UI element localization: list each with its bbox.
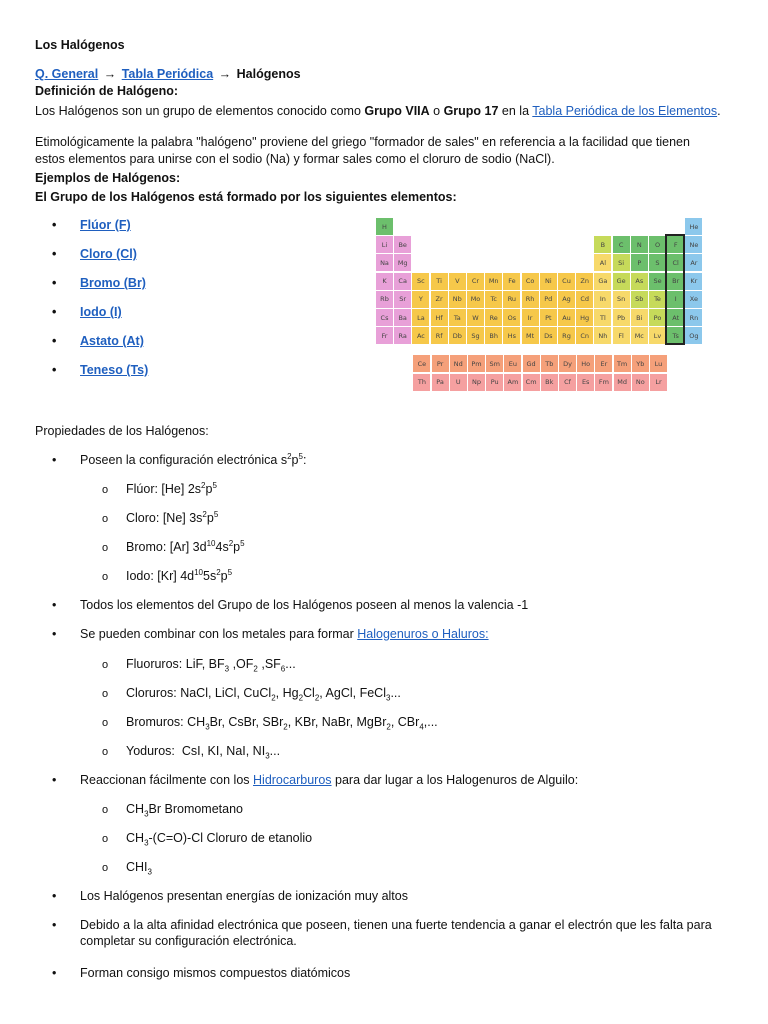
- list-item: • Debido a la alta afinidad electrónica que poseen, tienen una fuerte tendencia a ganar el electrón que les falta para completar su configuración electrónica.: [52, 918, 712, 948]
- element-cell-es: Es: [577, 374, 594, 391]
- element-cell-cu: Cu: [558, 273, 575, 290]
- element-cell-hf: Hf: [431, 309, 448, 326]
- list-item: • Teneso (Ts): [52, 363, 149, 377]
- hidrocarburos-link[interactable]: Hidrocarburos: [253, 773, 332, 787]
- list-item: o Cloro: [Ne] $3s^2p^5$: [102, 509, 219, 525]
- element-cell-be: Be: [394, 236, 411, 253]
- element-cell-v: V: [449, 273, 466, 290]
- element-cell-gd: Gd: [523, 355, 540, 372]
- list-item: • Todos los elementos del Grupo de los Halógenos poseen al menos la valencia -1: [52, 598, 529, 612]
- list-item: o $CHI_3$: [102, 860, 152, 877]
- element-cell-as: As: [631, 273, 648, 290]
- list-item: o Fluoruros: LiF, $BF_3$ $,OF_2$ $,SF_6$...: [102, 657, 296, 674]
- element-cell-db: Db: [449, 327, 466, 344]
- element-cell-tm: Tm: [614, 355, 631, 372]
- element-cell-al: Al: [594, 254, 611, 271]
- list-item: • Astato (At): [52, 334, 144, 348]
- element-link-iodo[interactable]: Iodo (I): [80, 305, 122, 319]
- element-cell-ir: Ir: [522, 309, 539, 326]
- element-cell-ra: Ra: [394, 327, 411, 344]
- element-cell-am: Am: [504, 374, 521, 391]
- list-item: • Forman consigo mismos compuestos diatómicos: [52, 966, 351, 980]
- element-cell-cd: Cd: [576, 291, 593, 308]
- element-cell-c: C: [613, 236, 630, 253]
- element-cell-sg: Sg: [467, 327, 484, 344]
- element-cell-ca: Ca: [394, 273, 411, 290]
- page-title: Los Halógenos: [35, 38, 125, 52]
- list-item: • Se pueden combinar con los metales para formar Halogenuros o Haluros:: [52, 627, 489, 641]
- list-item: • Cloro (Cl): [52, 247, 137, 261]
- element-cell-pa: Pa: [432, 374, 449, 391]
- element-cell-sn: Sn: [613, 291, 630, 308]
- element-cell-si: Si: [613, 254, 630, 271]
- breadcrumb-tabla-link[interactable]: Tabla Periódica: [121, 67, 214, 81]
- element-cell-cm: Cm: [523, 374, 540, 391]
- element-cell-pt: Pt: [540, 309, 557, 326]
- list-item: • Los Halógenos presentan energías de ionización muy altos: [52, 889, 408, 903]
- list-item: o Flúor: [He] $2s^2p^5$: [102, 480, 217, 496]
- element-cell-ho: Ho: [577, 355, 594, 372]
- element-cell-co: Co: [522, 273, 539, 290]
- element-cell-mt: Mt: [522, 327, 539, 344]
- element-cell-pm: Pm: [468, 355, 485, 372]
- etimologia-line-2: estos elementos para unirse con el sodio (Na) y formar sales como el cloruro de sodio (NaCl).: [35, 152, 555, 166]
- element-cell-cl: Cl: [667, 254, 684, 271]
- element-cell-u: U: [450, 374, 467, 391]
- list-item: o Cloruros: NaCl, LiCl, CuCl$_2$, $Hg_2Cl_2$, AgCl, FeCl$_3$...: [102, 686, 401, 703]
- list-item: • Bromo (Br): [52, 276, 146, 290]
- breadcrumb-current: Halógenos: [236, 67, 301, 81]
- element-cell-in: In: [594, 291, 611, 308]
- element-cell-he: He: [685, 218, 702, 235]
- list-item: o Bromuros: $CH_3Br$, CsBr, SBr$_2$, KBr, NaBr, MgBr$_2$, CBr$_4$,...: [102, 715, 438, 732]
- element-cell-h: H: [376, 218, 393, 235]
- element-cell-p: P: [631, 254, 648, 271]
- element-cell-se: Se: [649, 273, 666, 290]
- element-cell-fm: Fm: [595, 374, 612, 391]
- element-cell-mo: Mo: [467, 291, 484, 308]
- element-cell-la: La: [412, 309, 429, 326]
- element-cell-og: Og: [685, 327, 702, 344]
- element-link-bromo[interactable]: Bromo (Br): [80, 276, 146, 290]
- element-cell-pu: Pu: [486, 374, 503, 391]
- element-link-fluor[interactable]: Flúor (F): [80, 218, 131, 232]
- element-cell-np: Np: [468, 374, 485, 391]
- element-cell-at: At: [667, 309, 684, 326]
- element-cell-tc: Tc: [485, 291, 502, 308]
- element-cell-rg: Rg: [558, 327, 575, 344]
- element-cell-lu: Lu: [650, 355, 667, 372]
- element-cell-rf: Rf: [431, 327, 448, 344]
- element-cell-pd: Pd: [540, 291, 557, 308]
- element-cell-ts: Ts: [667, 327, 684, 344]
- element-cell-os: Os: [503, 309, 520, 326]
- element-cell-y: Y: [412, 291, 429, 308]
- element-cell-ba: Ba: [394, 309, 411, 326]
- element-cell-mg: Mg: [394, 254, 411, 271]
- element-cell-k: K: [376, 273, 393, 290]
- element-link-teneso[interactable]: Teneso (Ts): [80, 363, 149, 377]
- definicion-paragraph: Los Halógenos son un grupo de elementos conocido como Grupo VIIA o Grupo 17 en la Tabla Periódica de los Elementos.: [35, 104, 721, 118]
- element-cell-te: Te: [649, 291, 666, 308]
- element-cell-er: Er: [595, 355, 612, 372]
- element-cell-lr: Lr: [650, 374, 667, 391]
- element-cell-sr: Sr: [394, 291, 411, 308]
- element-cell-cn: Cn: [576, 327, 593, 344]
- list-item: • Poseen la configuración electrónica $s^2p^5$:: [52, 451, 307, 467]
- definicion-heading: Definición de Halógeno:: [35, 84, 179, 98]
- ejemplos-heading: Ejemplos de Halógenos:: [35, 171, 181, 185]
- element-cell-eu: Eu: [504, 355, 521, 372]
- element-cell-i: I: [667, 291, 684, 308]
- tabla-periodica-link[interactable]: Tabla Periódica de los Elementos: [532, 104, 718, 118]
- element-cell-rn: Rn: [685, 309, 702, 326]
- element-cell-dy: Dy: [559, 355, 576, 372]
- element-cell-n: N: [631, 236, 648, 253]
- element-cell-sm: Sm: [486, 355, 503, 372]
- element-cell-bi: Bi: [631, 309, 648, 326]
- ejemplos-intro: El Grupo de los Halógenos está formado por los siguientes elementos:: [35, 190, 457, 204]
- element-cell-no: No: [632, 374, 649, 391]
- element-link-cloro[interactable]: Cloro (Cl): [80, 247, 137, 261]
- element-cell-yb: Yb: [632, 355, 649, 372]
- element-cell-zr: Zr: [431, 291, 448, 308]
- element-cell-mn: Mn: [485, 273, 502, 290]
- element-cell-b: B: [594, 236, 611, 253]
- element-cell-li: Li: [376, 236, 393, 253]
- list-item: o $CH_3-(C=O)-Cl$ Cloruro de etanolio: [102, 831, 313, 848]
- element-cell-lv: Lv: [649, 327, 666, 344]
- element-cell-ge: Ge: [613, 273, 630, 290]
- element-cell-ni: Ni: [540, 273, 557, 290]
- element-cell-w: W: [467, 309, 484, 326]
- element-cell-zn: Zn: [576, 273, 593, 290]
- element-cell-f: F: [667, 236, 684, 253]
- element-cell-ar: Ar: [685, 254, 702, 271]
- element-cell-cs: Cs: [376, 309, 393, 326]
- element-cell-cr: Cr: [467, 273, 484, 290]
- element-cell-fr: Fr: [376, 327, 393, 344]
- element-cell-po: Po: [649, 309, 666, 326]
- element-cell-hg: Hg: [576, 309, 593, 326]
- element-cell-rh: Rh: [522, 291, 539, 308]
- element-cell-cf: Cf: [559, 374, 576, 391]
- element-cell-fl: Fl: [613, 327, 630, 344]
- element-cell-nb: Nb: [449, 291, 466, 308]
- element-cell-ds: Ds: [540, 327, 557, 344]
- element-cell-kr: Kr: [685, 273, 702, 290]
- element-cell-hs: Hs: [503, 327, 520, 344]
- element-cell-mc: Mc: [631, 327, 648, 344]
- element-cell-au: Au: [558, 309, 575, 326]
- element-cell-ti: Ti: [431, 273, 448, 290]
- element-cell-tb: Tb: [541, 355, 558, 372]
- list-item: o Bromo: [Ar] $3d^{10}4s^2p^5$: [102, 538, 245, 554]
- element-cell-na: Na: [376, 254, 393, 271]
- list-item: o $CH_3Br$ Bromometano: [102, 802, 243, 819]
- element-cell-xe: Xe: [685, 291, 702, 308]
- element-cell-ta: Ta: [449, 309, 466, 326]
- element-cell-nh: Nh: [594, 327, 611, 344]
- element-cell-ce: Ce: [413, 355, 430, 372]
- breadcrumb-separator: →: [103, 67, 117, 81]
- list-item: o Yoduros: CsI, KI, NaI, $NI_3$...: [102, 744, 281, 761]
- element-cell-fe: Fe: [503, 273, 520, 290]
- breadcrumb-q-general-link[interactable]: Q. General: [35, 67, 99, 81]
- list-item: o Iodo: [Kr] $4d^{10}5s^2p^5$: [102, 567, 233, 583]
- element-cell-md: Md: [614, 374, 631, 391]
- element-link-astato[interactable]: Astato (At): [80, 334, 144, 348]
- breadcrumb-separator: →: [218, 67, 232, 81]
- element-cell-ne: Ne: [685, 236, 702, 253]
- element-cell-bh: Bh: [485, 327, 502, 344]
- etimologia-line-1: Etimológicamente la palabra "halógeno" proviene del griego "formador de sales" en referencia a la facilidad que tienen: [35, 135, 690, 149]
- element-cell-ag: Ag: [558, 291, 575, 308]
- element-cell-ga: Ga: [594, 273, 611, 290]
- element-cell-o: O: [649, 236, 666, 253]
- element-cell-pr: Pr: [432, 355, 449, 372]
- element-cell-nd: Nd: [450, 355, 467, 372]
- element-cell-rb: Rb: [376, 291, 393, 308]
- list-item: • Flúor (F): [52, 218, 131, 232]
- element-cell-s: S: [649, 254, 666, 271]
- halogen-group-highlight: [665, 234, 685, 345]
- element-cell-ru: Ru: [503, 291, 520, 308]
- element-cell-re: Re: [485, 309, 502, 326]
- periodic-table-image: [376, 218, 700, 400]
- element-cell-pb: Pb: [613, 309, 630, 326]
- element-cell-tl: Tl: [594, 309, 611, 326]
- halogenuros-link[interactable]: Halogenuros o Haluros:: [357, 627, 489, 641]
- element-cell-bk: Bk: [541, 374, 558, 391]
- element-cell-sc: Sc: [412, 273, 429, 290]
- propiedades-heading: Propiedades de los Halógenos:: [35, 424, 209, 438]
- element-cell-br: Br: [667, 273, 684, 290]
- breadcrumb: [35, 66, 301, 82]
- element-cell-ac: Ac: [412, 327, 429, 344]
- list-item: • Reaccionan fácilmente con los Hidrocarburos para dar lugar a los Halogenuros de Alguilo:: [52, 773, 579, 787]
- element-cell-sb: Sb: [631, 291, 648, 308]
- element-cell-th: Th: [413, 374, 430, 391]
- list-item: • Iodo (I): [52, 305, 122, 319]
